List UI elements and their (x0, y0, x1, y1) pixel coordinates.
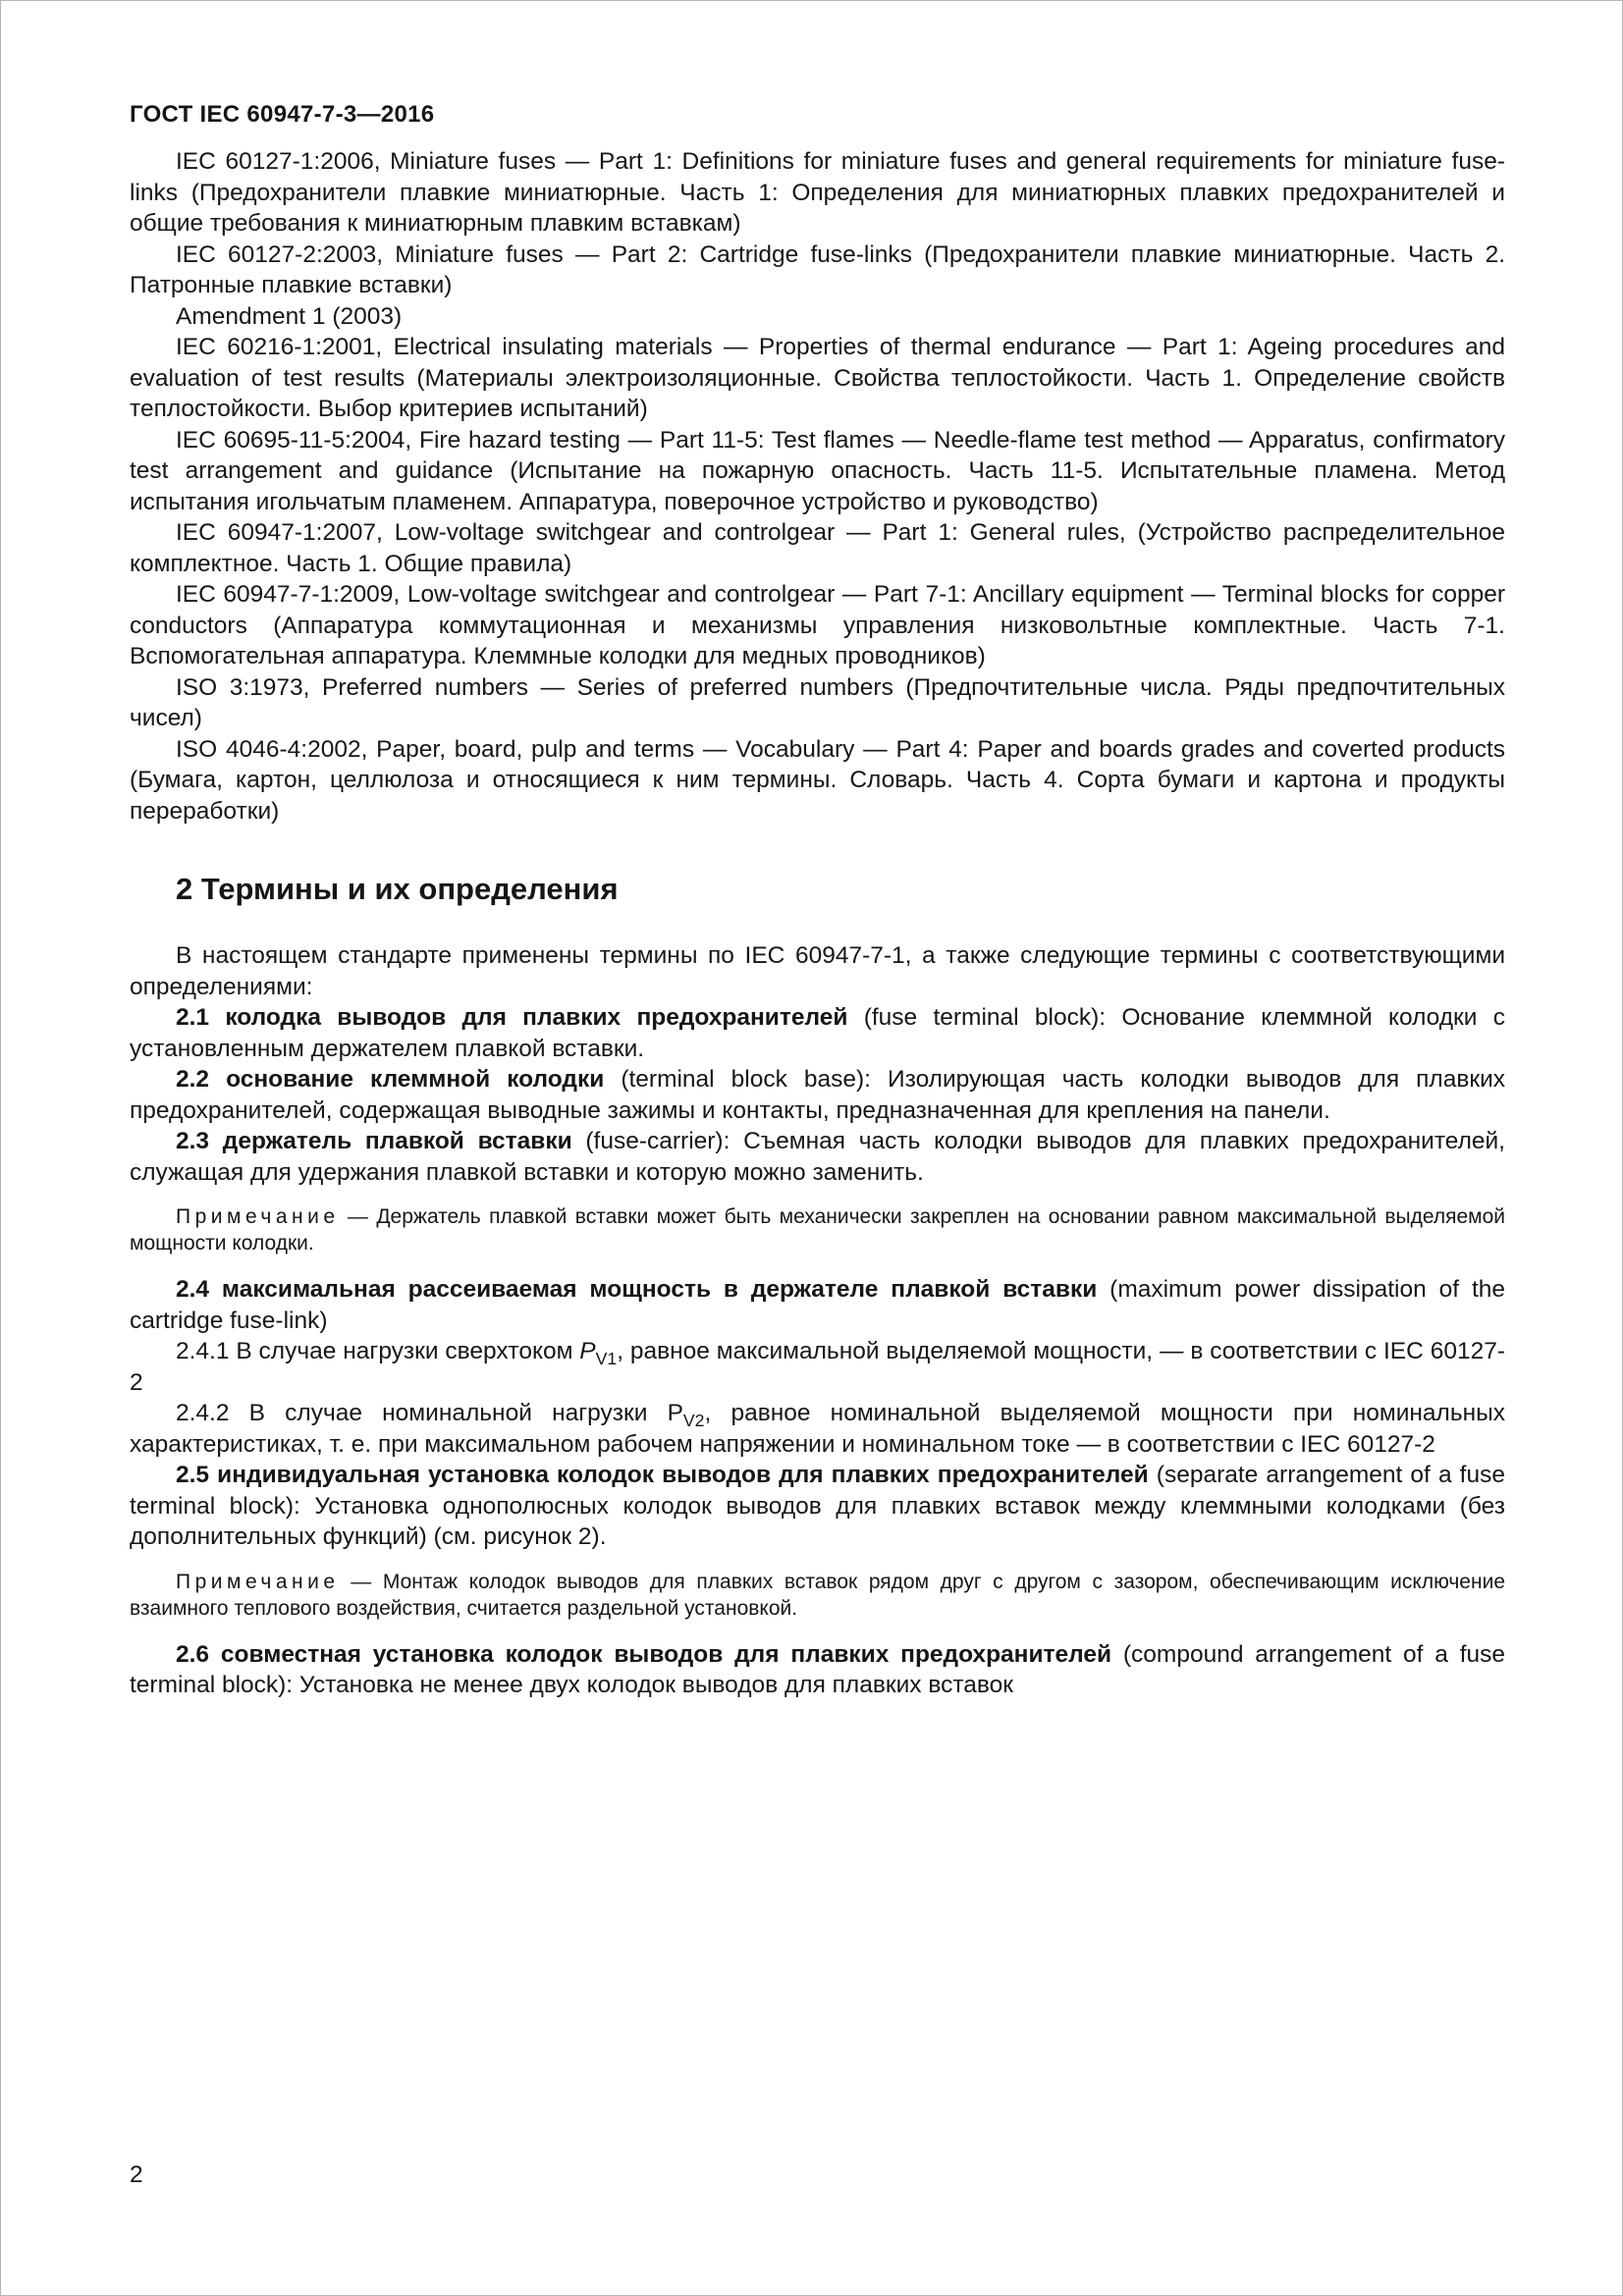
document-number-header: ГОСТ IEC 60947-7-3—2016 (130, 101, 435, 128)
term-2-5-title: 2.5 индивидуальная установка колодок выводов для плавких предохранителей (176, 1462, 1149, 1488)
page-number: 2 (130, 2162, 143, 2188)
term-2-3-definition: (fuse-carrier): Съемная часть колодки выводов для плавких предохранителей, служащая для удержания плавкой вставки и которую можно заменить. (130, 1128, 1505, 1186)
term-2-2-title: 2.2 основание клеммной колодки (176, 1066, 605, 1093)
term-2-3-title: 2.3 держатель плавкой вставки (176, 1128, 572, 1154)
term-2-1-title: 2.1 колодка выводов для плавких предохранителей (176, 1004, 848, 1031)
document-content (130, 146, 1505, 1701)
reference-paragraph: IEC 60947-1:2007, Low-voltage switchgear and controlgear — Part 1: General rules, (Устройство распределительное комплектное. Часть 1. Общие правила) (130, 519, 1505, 577)
reference-paragraph: IEC 60216-1:2001, Electrical insulating materials — Properties of thermal endurance — Part 1: Ageing procedures and evaluation of test results (Материалы электроизоляционные. Свойства теплостойкости. Часть 1. Определение свойств теплостойкости. Выбор критериев испытаний) (130, 334, 1505, 422)
term-2-2-definition: (terminal block base): Изолирующая часть колодки выводов для плавких предохранителей, содержащая выводные зажимы и контакты, предназначенная для крепления на панели. (130, 1066, 1505, 1124)
term-2-4-definition: (maximum power dissipation of the cartridge fuse-link) (130, 1276, 1506, 1334)
note-label: Примечание (176, 1570, 340, 1593)
power-symbol-subscript: V2 (682, 1410, 705, 1430)
term-2-4-1-text-pre: 2.4.1 В случае нагрузки сверхтоком (176, 1338, 580, 1364)
reference-paragraph: Amendment 1 (2003) (176, 302, 403, 330)
term-definition-2-4-1 (130, 1336, 1505, 1398)
section-intro: В настоящем стандарте применены термины по IEC 60947-7-1, а также следующие термины с соответствующими определениями: (130, 942, 1505, 1000)
note-label: Примечание (176, 1205, 340, 1228)
note-text: — Монтаж колодок выводов для плавких вставок рядом друг с другом с зазором, обеспечивающим исключение взаимного теплового воздействия, считается раздельной установкой. (130, 1570, 1505, 1620)
term-2-4-1-text-post: , равное максимальной выделяемой мощности, — в соответствии с IEC 60127-2 (130, 1338, 1505, 1396)
power-symbol: P (579, 1338, 596, 1364)
term-2-4-2-text-post: , равное номинальной выделяемой мощности при номинальных характеристиках, т. е. при максимальном рабочем напряжении и номинальном токе — в соответствии с IEC 60127-2 (130, 1400, 1505, 1458)
reference-paragraph: ISO 4046-4:2002, Paper, board, pulp and terms — Vocabulary — Part 4: Paper and boards grades and coverted products (Бумага, картон, целлюлоза и относящиеся к ним термины. Словарь. Часть 4. Сорта бумаги и картона и продукты переработки) (130, 735, 1505, 825)
section-title: 2 Термины и их определения (176, 872, 619, 906)
term-definition-2-3 (130, 1126, 1505, 1188)
power-symbol: P (667, 1400, 683, 1426)
term-2-4-2-text-pre: 2.4.2 В случае номинальной нагрузки (176, 1400, 668, 1426)
reference-paragraph: IEC 60127-1:2006, Miniature fuses — Part 1: Definitions for miniature fuses and general requirements for miniature fuse-links (Предохранители плавкие миниатюрные. Часть 1: Определения для миниатюрных плавких предохранителей и общие требования к миниатюрным плавким вставкам) (130, 148, 1505, 237)
reference-paragraph: IEC 60127-2:2003, Miniature fuses — Part 2: Cartridge fuse-links (Предохранители плавкие миниатюрные. Часть 2. Патронные плавкие вставки) (130, 240, 1505, 298)
reference-paragraph: ISO 3:1973, Preferred numbers — Series of preferred numbers (Предпочтительные числа. Ряды предпочтительных чисел) (130, 673, 1505, 731)
term-2-6-title: 2.6 совместная установка колодок выводов для плавких предохранителей (176, 1640, 1112, 1668)
term-2-6-definition: (compound arrangement of a fuse terminal block): Установка не менее двух колодок выводов для плавких вставок (130, 1640, 1505, 1698)
term-definition-2-5 (130, 1460, 1505, 1553)
term-2-1-definition: (fuse terminal block): Основание клеммной колодки с установленным держателем плавкой вставки. (130, 1004, 1505, 1062)
term-2-4-title: 2.4 максимальная рассеиваемая мощность в держателе плавкой вставки (176, 1276, 1098, 1303)
term-definition-2-2 (130, 1064, 1505, 1126)
term-definition-2-6 (130, 1639, 1505, 1701)
power-symbol-subscript: V1 (595, 1348, 618, 1368)
note-text: — Держатель плавкой вставки может быть механически закреплен на основании равном максимальной выделяемой мощности колодки. (130, 1205, 1505, 1255)
term-definition-2-4-2 (130, 1398, 1505, 1460)
note-paragraph (130, 1203, 1505, 1256)
reference-paragraph: IEC 60695-11-5:2004, Fire hazard testing — Part 11-5: Test flames — Needle-flame test method — Apparatus, confirmatory test arrangement and guidance (Испытание на пожарную опасность. Часть 11-5. Испытательные пламена. Метод испытания игольчатым пламенем. Аппаратура, поверочное устройство и руководство) (130, 426, 1505, 515)
term-definition-2-1 (130, 1002, 1505, 1064)
reference-paragraph: IEC 60947-7-1:2009, Low-voltage switchgear and controlgear — Part 7-1: Ancillary equipment — Terminal blocks for copper conductors (Аппаратура коммутационная и механизмы управления низковольтные комплектные. Часть 7-1. Вспомогательная аппаратура. Клеммные колодки для медных проводников) (130, 581, 1505, 669)
term-2-5-definition: (separate arrangement of a fuse terminal block): Установка однополюсных колодок выводов для плавких вставок между клеммными колодками (без дополнительных функций) (см. рисунок 2). (130, 1462, 1505, 1550)
term-definition-2-4 (130, 1274, 1505, 1336)
note-paragraph (130, 1569, 1505, 1622)
